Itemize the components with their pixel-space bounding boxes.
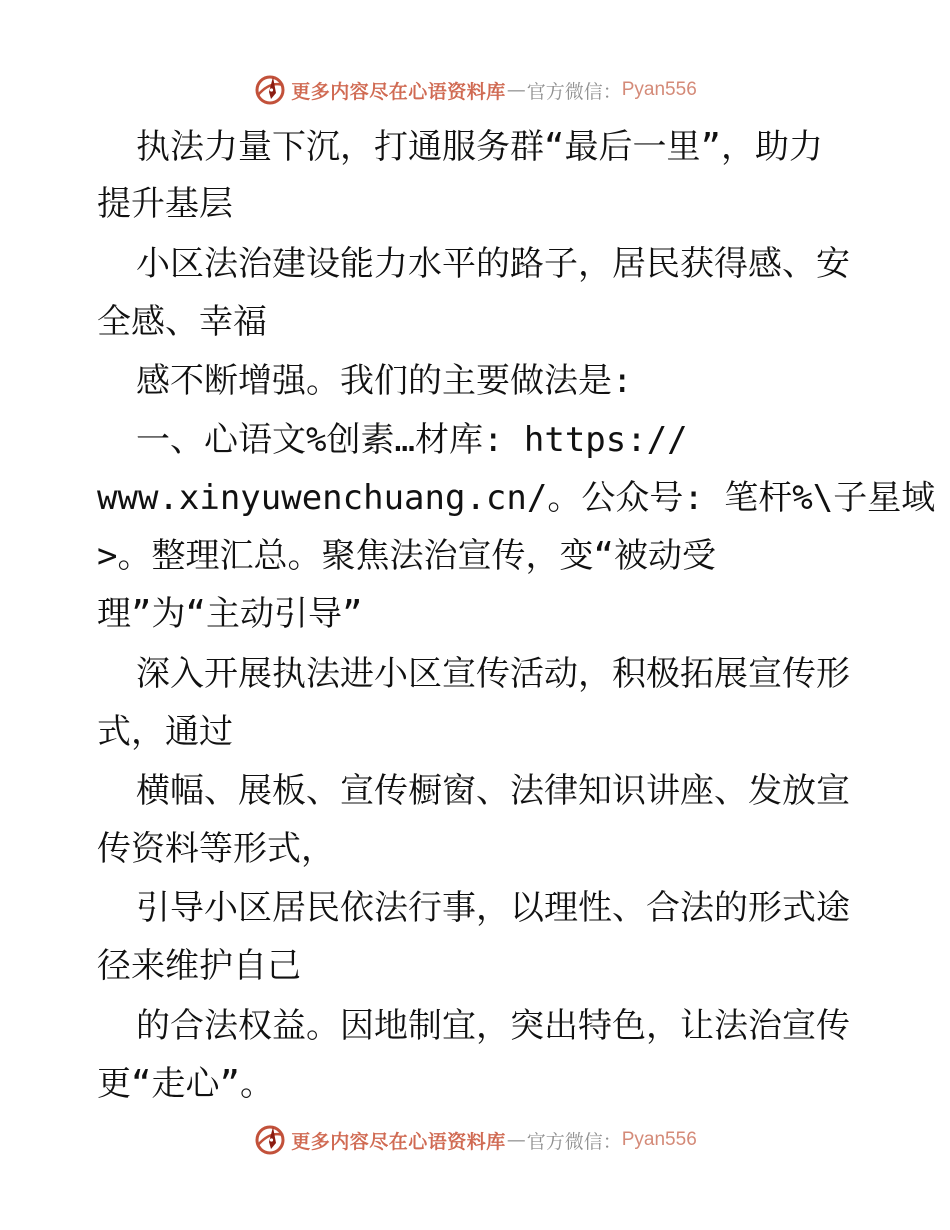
- text-line: 一、心语文%创素…材库: https://: [136, 420, 688, 460]
- text-line: 传资料等形式，: [97, 829, 335, 869]
- text-line: 式，通过: [97, 712, 233, 752]
- footer-watermark-banner: [0, 1120, 950, 1160]
- text-line: 感不断增强。我们的主要做法是:: [136, 361, 633, 401]
- text-line: 深入开展执法进小区宣传活动，积极拓展宣传形: [136, 654, 850, 694]
- banner-brand-text: 更多内容尽在心语资料库: [291, 80, 506, 103]
- text-line: 更“走心”。: [97, 1064, 274, 1104]
- brand-logo-icon: [253, 73, 287, 107]
- text-line: 执法力量下沉，打通服务群“最后一里”，助力: [136, 127, 823, 167]
- header-watermark-banner: [0, 70, 950, 110]
- banner-wechat-label: 官方微信：: [526, 80, 622, 103]
- text-line: 横幅、展板、宣传橱窗、法律知识讲座、发放宣: [136, 771, 850, 811]
- text-line: 理”为“主动引导”: [97, 594, 363, 634]
- text-line: >。整理汇总。聚焦法治宣传，变“被动受: [97, 536, 716, 576]
- brand-logo-icon: [253, 1123, 287, 1157]
- text-line: 小区法治建设能力水平的路子，居民获得感、安: [136, 244, 850, 284]
- banner-separator: —: [506, 1129, 526, 1151]
- text-line: 提升基层: [97, 184, 233, 224]
- text-line: 的合法权益。因地制宜，突出特色，让法治宣传: [136, 1006, 850, 1046]
- banner-brand-text: 更多内容尽在心语资料库: [291, 1130, 506, 1153]
- banner-wechat-label: 官方微信：: [526, 1130, 622, 1153]
- banner-wechat-id: Pyan556: [621, 1129, 697, 1150]
- text-line: www.xinyuwenchuang.cn/。公众号: 笔杆%\子星域: [97, 478, 936, 518]
- banner-separator: —: [506, 79, 526, 101]
- text-line: 径来维护自己: [97, 946, 301, 986]
- banner-wechat-id: Pyan556: [621, 79, 697, 100]
- text-line: 引导小区居民依法行事，以理性、合法的形式途: [136, 888, 850, 928]
- text-line: 全感、幸福: [97, 302, 267, 342]
